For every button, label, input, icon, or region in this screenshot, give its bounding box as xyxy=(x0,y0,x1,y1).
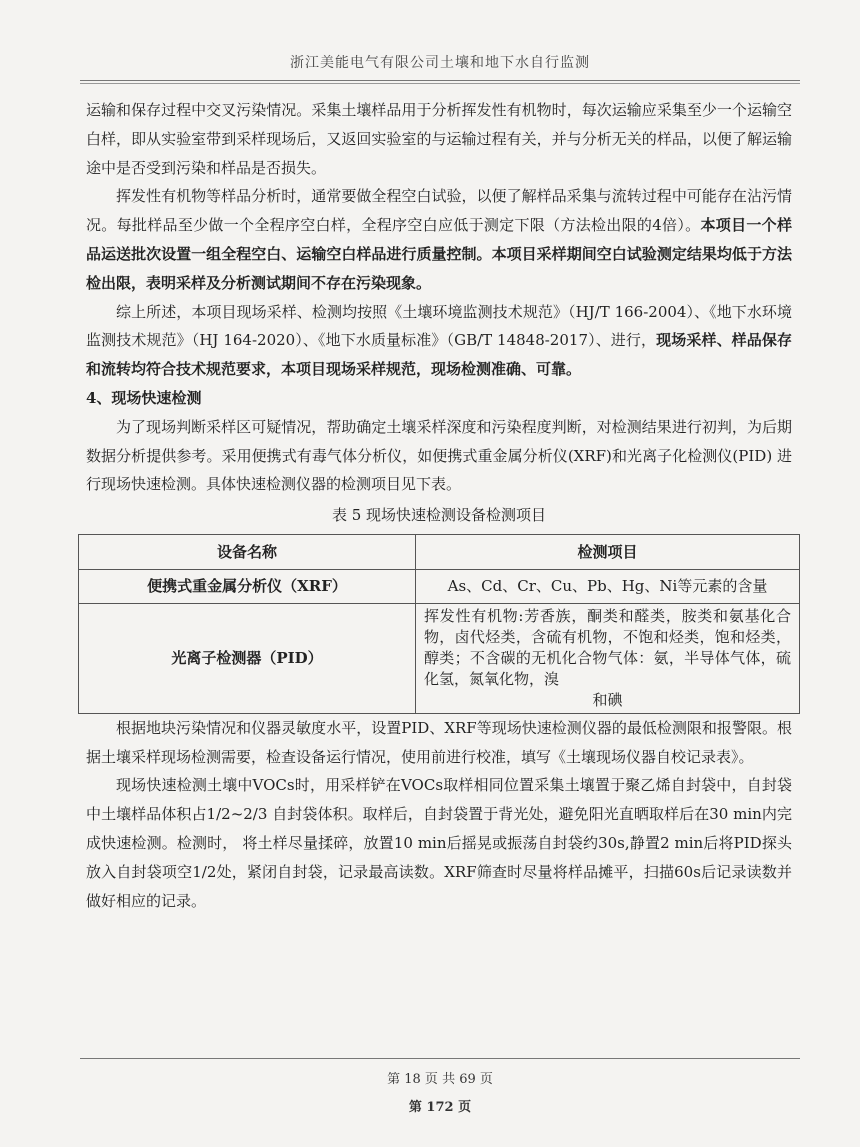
header-divider-secondary xyxy=(80,83,800,84)
overall-page-number: 第 172 页 xyxy=(408,1100,472,1115)
header-divider xyxy=(80,80,800,81)
paragraph-full-blank xyxy=(86,182,792,297)
table-caption: 表 5 现场快速检测设备检测项目 xyxy=(331,506,547,525)
instrument-table xyxy=(78,534,800,714)
document-body xyxy=(86,96,792,915)
table-row xyxy=(79,569,800,603)
paragraph-field-test-intro: 为了现场判断采样区可疑情况，帮助确定土壤采样深度和污染程度判断，对检测结果进行初判，为后期数据分析提供参考。采用便携式有毒气体分析仪，如便携式重金属分析仪(XRF)和光离子化检测仪(PID) 进行现场快速检测。具体快速检测仪器的检测项目见下表。 xyxy=(86,417,792,494)
device-items-pid-cell xyxy=(416,603,800,713)
table-header-items: 检测项目 xyxy=(416,534,800,569)
paragraph-transport-blank: 运输和保存过程中交叉污染情况。采集土壤样品用于分析挥发性有机物时，每次运输应采集至少一个运输空白样，即从实验室带到采样现场后，又返回实验室的与运输过程有关，并与分析无关的样品，以便了解运输途中是否受到污染和样品是否损失。 xyxy=(86,101,792,177)
device-name-pid: 光离子检测器（PID） xyxy=(79,603,416,713)
summary-text: 综上所述，本项目现场采样、检测均按照《土壤环境监测技术规范》（HJ/T 166-2004）、《地下水环境监测技术规范》（HJ 164-2020）、《地下水质量标准》（GB/T 14848-2017）、进行， xyxy=(86,302,792,350)
paragraph-summary xyxy=(86,298,792,384)
device-items-pid-last: 和碘 xyxy=(592,690,623,709)
summary-conclusion: 现场采样、样品保存和流转均符合技术规范要求，本项目现场采样规范，现场检测准确、可靠。 xyxy=(86,331,792,379)
footer-divider xyxy=(80,1058,800,1059)
table-header-device: 设备名称 xyxy=(79,534,416,569)
section-heading-field-test: 4、现场快速检测 xyxy=(86,388,202,407)
device-items-pid: 挥发性有机物:芳香族，酮类和醛类，胺类和氨基化合物，卤代烃类，含硫有机物，不饱和烃类，饱和烃类，醇类；不含碳的无机化合物气体：氨，半导体气体，硫化氢，氮氧化物，溴 xyxy=(424,606,791,688)
table-row xyxy=(79,603,800,713)
device-name-xrf: 便携式重金属分析仪（XRF） xyxy=(79,569,416,603)
full-blank-conclusion: 本项目一个样品运送批次设置一组全程空白、运输空白样品进行质量控制。本项目采样期间空白试验测定结果均低于方法检出限，表明采样及分析测试期间不存在污染现象。 xyxy=(86,216,792,292)
paragraph-voc-procedure: 现场快速检测土壤中VOCs时，用采样铲在VOCs取样相同位置采集土壤置于聚乙烯自封袋中，自封袋中土壤样品体积占1/2~2/3 自封袋体积。取样后，自封袋置于背光处，避免阳光直晒取样后在30 min内完成快速检测。检测时， 将土样尽量揉碎，放置10 min后摇晃或振荡自封袋约30s,静置2 min后将PID探头放入自封袋项空1/2处，紧闭自封袋，记录最高读数。XRF筛查时尽量将样品摊平，扫描60s后记录读数并做好相应的记录。 xyxy=(86,776,792,910)
table-header-row xyxy=(79,534,800,569)
paragraph-detection-limits: 根据地块污染情况和仪器灵敏度水平，设置PID、XRF等现场快速检测仪器的最低检测限和报警限。根据土壤采样现场检测需要，检查设备运行情况，使用前进行校准，填写《土壤现场仪器自校记录表》。 xyxy=(86,718,792,766)
page-header-title: 浙江美能电气有限公司土壤和地下水自行监测 xyxy=(290,55,590,71)
full-blank-text: 挥发性有机物等样品分析时，通常要做全程空白试验，以便了解样品采集与流转过程中可能存在沾污情况。每批样品至少做一个全程序空白样，全程序空白应低于测定下限（方法检出限的4倍）。 xyxy=(86,187,792,235)
device-items-xrf: As、Cd、Cr、Cu、Pb、Hg、Ni等元素的含量 xyxy=(416,569,800,603)
page-number: 第 18 页 共 69 页 xyxy=(387,1072,493,1087)
